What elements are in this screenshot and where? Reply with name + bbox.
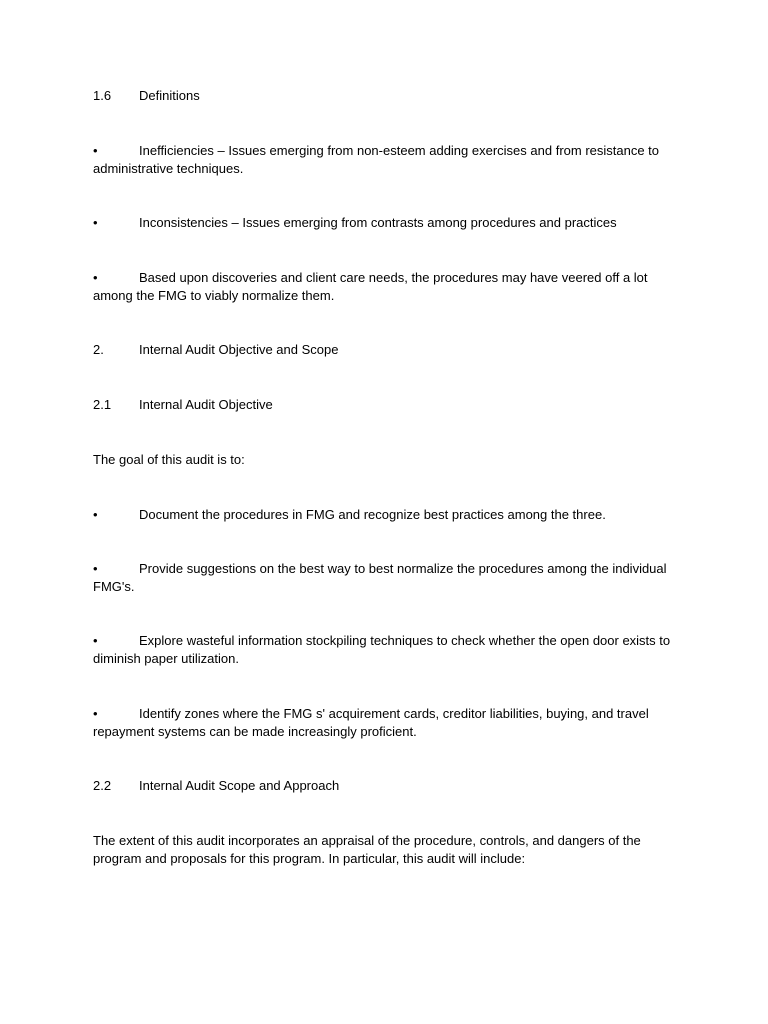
bullet-text: Based upon discoveries and client care needs, the procedures may have veered off a lot among the FMG to viably normalize them.	[93, 270, 648, 303]
bullet-item	[93, 214, 673, 232]
bullet-icon: •	[93, 270, 98, 285]
bullet-text: Explore wasteful information stockpiling techniques to check whether the open door exists to diminish paper utilization.	[93, 633, 671, 666]
bullet-item	[93, 506, 673, 524]
section-title: Definitions	[139, 88, 200, 103]
paragraph-text: The goal of this audit is to:	[93, 452, 245, 467]
bullet-item	[93, 142, 673, 178]
bullet-text: Inconsistencies – Issues emerging from contrasts among procedures and practices	[139, 215, 617, 230]
bullet-text: Identify zones where the FMG s' acquirement cards, creditor liabilities, buying, and travel repayment systems can be made increasingly proficient.	[93, 706, 649, 739]
section-number: 2.2	[93, 778, 112, 793]
paragraph-text: The extent of this audit incorporates an appraisal of the procedure, controls, and dangers of the program and proposals for this program. In particular, this audit will include:	[93, 833, 641, 866]
section-number: 2.1	[93, 397, 112, 412]
section-title: Internal Audit Scope and Approach	[139, 778, 340, 793]
bullet-icon: •	[93, 507, 98, 522]
section-heading-2-2	[93, 777, 673, 795]
section-number: 2.	[93, 342, 104, 357]
bullet-icon: •	[93, 633, 98, 648]
bullet-icon: •	[93, 215, 98, 230]
section-number: 1.6	[93, 88, 112, 103]
section-heading-2	[93, 341, 673, 359]
bullet-text: Provide suggestions on the best way to best normalize the procedures among the individual FMG's.	[93, 561, 667, 594]
bullet-item	[93, 632, 673, 668]
section-heading-1-6	[93, 87, 673, 105]
bullet-item	[93, 560, 673, 596]
bullet-text: Document the procedures in FMG and recognize best practices among the three.	[139, 507, 606, 522]
section-title: Internal Audit Objective and Scope	[139, 342, 339, 357]
bullet-icon: •	[93, 561, 98, 576]
bullet-text: Inefficiencies – Issues emerging from non-esteem adding exercises and from resistance to administrative techniques.	[93, 143, 660, 176]
paragraph	[93, 451, 673, 469]
bullet-item	[93, 705, 673, 741]
section-heading-2-1	[93, 396, 673, 414]
paragraph	[93, 832, 673, 868]
bullet-item	[93, 269, 673, 305]
section-title: Internal Audit Objective	[139, 397, 273, 412]
bullet-icon: •	[93, 706, 98, 721]
bullet-icon: •	[93, 143, 98, 158]
